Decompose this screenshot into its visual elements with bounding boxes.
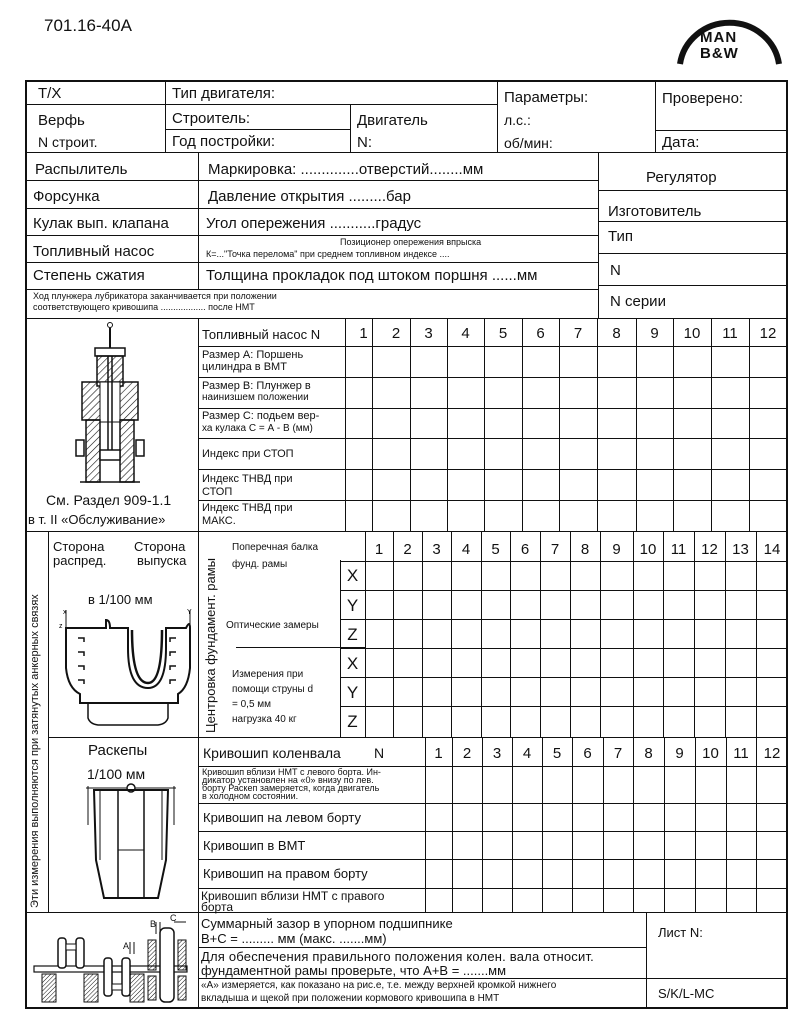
engine-type-field[interactable]: Тип двигателя: (172, 85, 276, 102)
governor-series-field[interactable]: N серии (610, 293, 666, 310)
foundation-col-4: 4 (461, 541, 471, 558)
string-measure-label-3: = 0,5 мм (232, 699, 272, 710)
governor-manufacturer-field[interactable]: Изготовитель (608, 203, 702, 220)
yard-label: Верфь (38, 112, 85, 129)
pump-row-b-label-2: наинизшем положении (202, 392, 309, 403)
figure-label-c: C (170, 913, 177, 923)
svg-text:x: x (63, 609, 67, 616)
alignment-check-label: Для обеспечения правильного положения колен. вала относит. (201, 949, 594, 964)
crank-note-2: дикатор установлен на «0» внизу по лев. (202, 775, 374, 785)
governor-no-field[interactable]: N (610, 262, 621, 279)
crank-col-8: 8 (644, 745, 653, 762)
spec-label-atomizer: Распылитель (35, 161, 128, 178)
deflection-unit: 1/100 мм (87, 766, 146, 782)
build-year-field[interactable]: Год постройки: (172, 133, 276, 150)
string-measure-label-1: Измерения при (232, 669, 304, 680)
crank-col-9: 9 (675, 745, 684, 762)
crank-col-4: 4 (522, 745, 532, 762)
checked-field[interactable]: Проверено: (662, 90, 744, 107)
foundation-col-8: 8 (580, 541, 590, 558)
engine-no-field[interactable]: N: (357, 134, 372, 151)
foundation-col-14: 14 (763, 541, 781, 558)
governor-type-field[interactable]: Тип (608, 228, 634, 245)
foundation-col-11: 11 (670, 541, 687, 558)
foundation-col-10: 10 (639, 541, 657, 558)
pump-row-b-label-1: Размер В: Плунжер в (202, 380, 311, 392)
crank-col-7: 7 (613, 745, 623, 762)
crank-throw-figure (86, 780, 176, 905)
crank-col-10: 10 (702, 745, 719, 762)
figure-label-a: A (123, 941, 130, 951)
crankshaft-thrust-figure (30, 914, 195, 1006)
build-no-field[interactable]: N строит. (38, 134, 98, 150)
foundation-col-13: 13 (732, 541, 749, 558)
pump-col-8: 8 (612, 325, 621, 342)
spec-label-fuel-pump: Топливный насос (33, 243, 155, 260)
lubricator-note-1: Ход плунжера лубрикатора заканчивается при положении (33, 291, 277, 301)
crank-col-6: 6 (583, 745, 592, 762)
spec-label-injector: Форсунка (33, 188, 100, 205)
spec-value-marking[interactable]: Маркировка: ..............отверстий........мм (208, 161, 484, 178)
pump-row-c-label-2: ха кулака С = А - В (мм) (202, 423, 313, 434)
spec-value-vit-title: Позиционер опережения впрыска (340, 237, 482, 247)
crank-col-5: 5 (552, 745, 562, 762)
axis-z-string: Z (347, 712, 358, 731)
figure-label-b: B (150, 919, 157, 929)
measurement-note-1: «А» измеряется, как показано на рис.е, т.е. между верхней кромкой нижнего (201, 980, 557, 991)
pump-row-c-label-1: Размер С: подьем вер- (202, 410, 320, 422)
pump-col-5: 5 (498, 325, 508, 342)
crank-col-3: 3 (492, 745, 502, 762)
crank-row-bdc-starboard-1: Кривошип вблизи НМТ с правого (201, 889, 385, 903)
logo-text-man: MAN (700, 29, 738, 46)
pump-col-2: 2 (391, 325, 401, 342)
spec-label-compression: Степень сжатия (33, 267, 145, 284)
spec-value-breakpoint[interactable]: К=..."Точка перелома" при среднем топливном индексе .... (206, 249, 450, 259)
spec-value-shim-thickness[interactable]: Толщина прокладок под штоком поршня ......мм (206, 267, 538, 284)
sheet-no-field[interactable]: Лист N: (658, 925, 703, 940)
crank-row-port: Кривошип на левом борту (203, 810, 361, 825)
crank-note-1: Кривошип вблизи НМТ с левого борта. Ин- (202, 767, 381, 777)
pump-col-11: 11 (722, 325, 738, 342)
crank-header-label: Кривошип коленвала (203, 745, 341, 761)
axis-y-optical: Y (346, 596, 359, 615)
rpm-field[interactable]: об/мин: (504, 135, 553, 151)
hp-field[interactable]: л.с.: (504, 112, 531, 128)
lubricator-note-2[interactable]: соответствующего кривошипа .................. после НМТ (33, 302, 255, 312)
deflection-title: Раскепы (88, 742, 148, 759)
pump-row-a-label-2: цилиндра в ВМТ (202, 361, 287, 373)
pump-col-10: 10 (683, 325, 701, 342)
foundation-col-7: 7 (550, 541, 560, 558)
bedplate-section-figure (58, 608, 198, 733)
spec-value-opening-pressure[interactable]: Давление открытия .........бар (208, 188, 411, 205)
engine-label: Двигатель (357, 112, 428, 129)
foundation-col-3: 3 (432, 541, 441, 558)
spec-label-exhaust-cam: Кулак вып. клапана (33, 215, 169, 232)
axis-x-string: X (346, 654, 359, 673)
foundation-col-5: 5 (491, 541, 500, 558)
alignment-check-field[interactable]: фундаментной рамы проверьте, что А+В = .......мм (201, 963, 507, 978)
pump-row-a-label-1: Размер А: Поршень (202, 349, 304, 361)
crank-row-bdc-starboard-2: борта (201, 900, 233, 914)
params-label: Параметры: (504, 89, 589, 106)
side-distribution-label-2: распред. (53, 553, 107, 568)
axis-x-optical: X (346, 566, 359, 585)
foundation-unit: в 1/100 мм (88, 592, 153, 607)
pump-row-stop-index-label: Индекс при СТОП (202, 448, 294, 460)
foundation-col-2: 2 (403, 541, 412, 558)
thrust-clearance-field[interactable]: В+С = ......... мм (макс. .......мм) (201, 931, 387, 946)
crank-col-1: 1 (434, 745, 443, 762)
pump-row-hpp-max-label-2: МАКС. (202, 515, 236, 527)
crossbeam-label-1: Поперечная балка (232, 542, 319, 553)
crank-header-n: N (374, 745, 385, 761)
foundation-alignment-vertical-title: Центровка фундамент. рамы (203, 557, 218, 733)
pump-col-4: 4 (461, 325, 470, 342)
side-distribution-label-1: Сторона (53, 539, 105, 554)
thrust-clearance-label: Суммарный зазор в упорном подшипнике (201, 916, 453, 931)
date-field[interactable]: Дата: (662, 134, 700, 151)
svg-text:Y: Y (187, 609, 192, 616)
crank-note-3: борту Раскеп замеряется, когда двигатель (202, 783, 380, 793)
crank-col-12: 12 (763, 745, 781, 762)
string-measure-label-4: нагрузка 40 кг (232, 714, 297, 725)
axis-y-string: Y (346, 683, 359, 702)
measurement-note-2: вкладыша и щекой при положении кормового кривошипа в НМТ (201, 993, 500, 1004)
pump-col-12: 12 (759, 325, 777, 342)
pump-figure-caption-2: в т. II «Обслуживание» (28, 512, 166, 527)
crank-row-tdc: Кривошип в ВМТ (203, 838, 306, 853)
pump-row-hpp-stop-label-2: СТОП (202, 486, 233, 498)
logo-text-bw: B&W (700, 45, 739, 62)
foundation-col-6: 6 (520, 541, 530, 558)
axis-z-optical: Z (347, 625, 358, 644)
foundation-col-12: 12 (701, 541, 718, 558)
fuel-pump-figure (60, 320, 160, 485)
pump-col-6: 6 (536, 325, 545, 342)
crank-row-starboard: Кривошип на правом борту (203, 866, 368, 881)
spec-value-lead-angle[interactable]: Угол опережения ...........градус (206, 215, 422, 232)
side-exhaust-label-2: выпуска (137, 553, 187, 568)
svg-text:z: z (59, 623, 63, 630)
optical-measurements-label: Оптические замеры (226, 620, 319, 631)
pump-row-hpp-max-label-1: Индекс ТНВД при (202, 502, 293, 514)
governor-title: Регулятор (646, 169, 717, 186)
crank-col-2: 2 (462, 745, 472, 762)
pump-row-hpp-stop-label-1: Индекс ТНВД при (202, 473, 293, 485)
pump-col-7: 7 (573, 325, 583, 342)
pump-col-1: 1 (359, 325, 368, 342)
man-bw-logo (672, 8, 787, 66)
pump-header-label: Топливный насос N (202, 327, 321, 342)
foundation-col-1: 1 (374, 541, 384, 558)
pump-figure-caption-1: См. Раздел 909-1.1 (46, 492, 172, 508)
engine-series-label: S/K/L-MC (658, 986, 715, 1001)
document-code: 701.16-40A (44, 16, 132, 35)
crossbeam-label-2: фунд. рамы (232, 559, 288, 570)
tx-label: Т/Х (38, 85, 62, 102)
crank-col-11: 11 (733, 745, 749, 762)
pump-col-9: 9 (650, 325, 659, 342)
crank-note-4: в холодном состоянии. (202, 791, 299, 801)
foundation-col-9: 9 (612, 541, 621, 558)
side-exhaust-label-1: Сторона (134, 539, 186, 554)
builder-field[interactable]: Строитель: (172, 110, 251, 127)
pump-col-3: 3 (424, 325, 433, 342)
string-measure-label-2: помощи струны d (232, 684, 314, 695)
anchor-bolts-side-note: Эти измерения выполняются при затянутых анкерных связях (29, 594, 41, 908)
